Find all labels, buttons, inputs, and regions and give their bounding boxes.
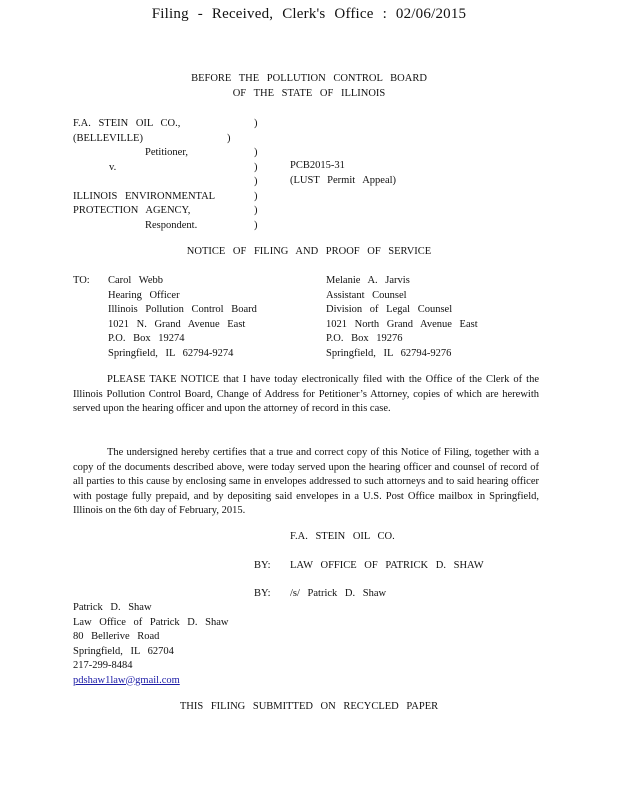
recipient-address-1 [108,274,257,361]
recipient2-pobox: P.O. Box 19276 [326,333,403,344]
case-info [290,159,396,188]
recipient1-pobox: P.O. Box 19274 [108,333,185,344]
recipient1-city: Springfield, IL 62794-9274 [108,347,234,359]
respondent-name-1: ILLINOIS ENVIRONMENTAL [73,190,216,202]
paren-blank [254,132,258,147]
paren: ) [254,147,258,158]
caption-parties [73,117,230,233]
recipient2-street: 1021 North Grand Avenue East [326,318,478,330]
paren: ) [254,118,258,129]
board-heading-line1: BEFORE THE POLLUTION CONTROL BOARD [191,73,427,84]
to-label: TO: [73,275,90,286]
notice-paragraph-text: PLEASE TAKE NOTICE that I have today electronically filed with the Office of the Clerk of the Illinois Pollution Control Board, Change of Address for Petitioner’s Attorney, copies of which are herewith served upon the hearing officer and upon the attorney of record in this case. [73,374,539,414]
board-heading [0,72,618,101]
recipient2-name: Melanie A. Jarvis [326,275,410,286]
attorney-name: Patrick D. Shaw [73,602,152,613]
recycled-paper-footer: THIS FILING SUBMITTED ON RECYCLED PAPER [179,701,439,712]
caption-blank-line [73,175,230,190]
by-label-1: BY: [254,560,271,571]
company-name: F.A. STEIN OIL CO. [290,531,395,542]
recipient1-org: Illinois Pollution Control Board [108,304,257,315]
petitioner-label: Petitioner, [145,147,189,158]
notice-title: NOTICE OF FILING AND PROOF OF SERVICE [186,246,432,257]
recipient1-name: Carol Webb [108,275,163,286]
electronic-signature: /s/ Patrick D. Shaw [290,588,387,599]
inline-paren: ) [226,132,231,144]
recipient1-title: Hearing Officer [108,289,180,301]
petitioner-name: F.A. STEIN OIL CO., [73,118,181,129]
recipient2-city: Springfield, IL 62794-9276 [326,347,452,359]
respondent-name-2: PROTECTION AGENCY, [73,205,191,216]
certification-paragraph [73,446,539,519]
by-label-2: BY: [254,588,271,599]
respondent-label: Respondent. [145,219,198,231]
office-street: 80 Bellerive Road [73,631,160,642]
paren: ) [254,190,258,202]
office-city: Springfield, IL 62704 [73,645,174,657]
recipient2-org: Division of Legal Counsel [326,304,453,315]
paren: ) [254,219,258,231]
paren: ) [254,176,258,187]
law-office: Law Office of Patrick D. Shaw [73,616,229,628]
signature-block [73,601,228,688]
recipient1-street: 1021 N. Grand Avenue East [108,318,246,330]
notice-paragraph [73,373,539,417]
email-link[interactable]: pdshaw1law@gmail.com [73,674,180,686]
versus-label: v. [109,161,117,173]
paren: ) [254,161,258,173]
recipient-address-2 [326,274,478,361]
case-type: (LUST Permit Appeal) [290,174,397,186]
recipient2-title: Assistant Counsel [326,289,407,301]
petitioner-location: (BELLEVILLE) ) [73,132,231,144]
paren: ) [254,205,258,216]
certification-paragraph-text: The undersigned hereby certifies that a true and correct copy of this Notice of Filing, together with a copy of the documents described above, were today served upon the hearing officer and counsel of record of all parties to this cause by enclosing same in envelopes addressed to such attorneys and to said hearing officer with postage fully prepaid, and by depositing said envelopes in a U.S. Post Office mailbox in Springfield, Illinois on the 6th day of February, 2015. [73,447,539,516]
case-number: PCB2015-31 [290,160,345,171]
office-phone: 217-299-8484 [73,660,133,671]
law-office-name: LAW OFFICE OF PATRICK D. SHAW [290,560,484,571]
filing-stamp: Filing - Received, Clerk's Office : 02/06/2015 [151,6,467,22]
caption-parens [254,117,258,233]
board-heading-line2: OF THE STATE OF ILLINOIS [232,87,386,99]
